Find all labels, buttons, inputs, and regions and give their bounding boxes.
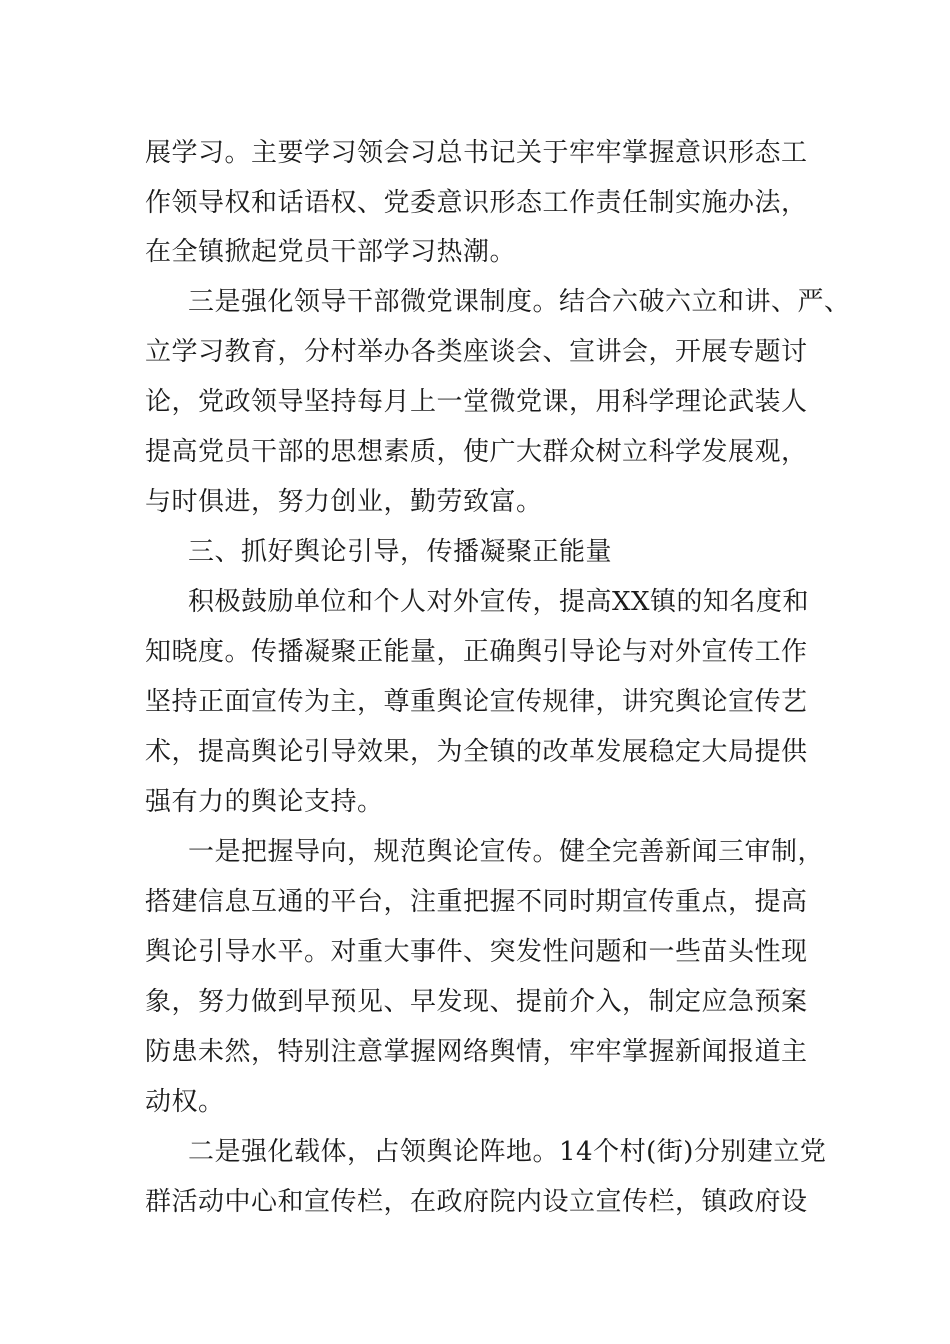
text-line: 动权。 (145, 1087, 225, 1117)
paragraph-start-line: 一是把握导向，规范舆论宣传。健全完善新闻三审制， (188, 837, 825, 867)
text-line: 坚持正面宣传为主，尊重舆论宣传规律，讲究舆论宣传艺 (145, 687, 808, 717)
text-line: 立学习教育，分村举办各类座谈会、宣讲会，开展专题讨 (145, 337, 808, 367)
text-line: 知晓度。传播凝聚正能量，正确舆引导论与对外宣传工作 (145, 637, 808, 667)
text-line: 防患未然，特别注意掌握网络舆情，牢牢掌握新闻报道主 (145, 1037, 808, 1067)
text-line: 搭建信息互通的平台，注重把握不同时期宣传重点，提高 (145, 887, 808, 917)
text-line: 论，党政领导坚持每月上一堂微党课，用科学理论武装人 (145, 387, 808, 417)
text-line: 与时俱进，努力创业，勤劳致富。 (145, 487, 543, 517)
section-heading: 三、抓好舆论引导，传播凝聚正能量 (188, 537, 613, 567)
text-line: 强有力的舆论支持。 (145, 787, 384, 817)
text-line: 象，努力做到早预见、早发现、提前介入，制定应急预案 (145, 987, 808, 1017)
text-line: 提高党员干部的思想素质，使广大群众树立科学发展观， (145, 437, 808, 467)
paragraph-start-line: 三是强化领导干部微党课制度。结合六破六立和讲、严、 (188, 287, 851, 317)
text-line: 在全镇掀起党员干部学习热潮。 (145, 237, 517, 267)
paragraph-start-line: 二是强化载体，占领舆论阵地。14个村(街)分别建立党 (188, 1137, 827, 1167)
text-line: 术，提高舆论引导效果，为全镇的改革发展稳定大局提供 (145, 737, 808, 767)
text-line: 群活动中心和宣传栏，在政府院内设立宣传栏，镇政府设 (145, 1187, 808, 1217)
text-line: 展学习。主要学习领会习总书记关于牢牢掌握意识形态工 (145, 138, 808, 168)
text-line: 作领导权和话语权、党委意识形态工作责任制实施办法， (145, 188, 808, 218)
text-line: 舆论引导水平。对重大事件、突发性问题和一些苗头性现 (145, 937, 808, 967)
paragraph-start-line: 积极鼓励单位和个人对外宣传，提高XX镇的知名度和 (188, 587, 810, 617)
